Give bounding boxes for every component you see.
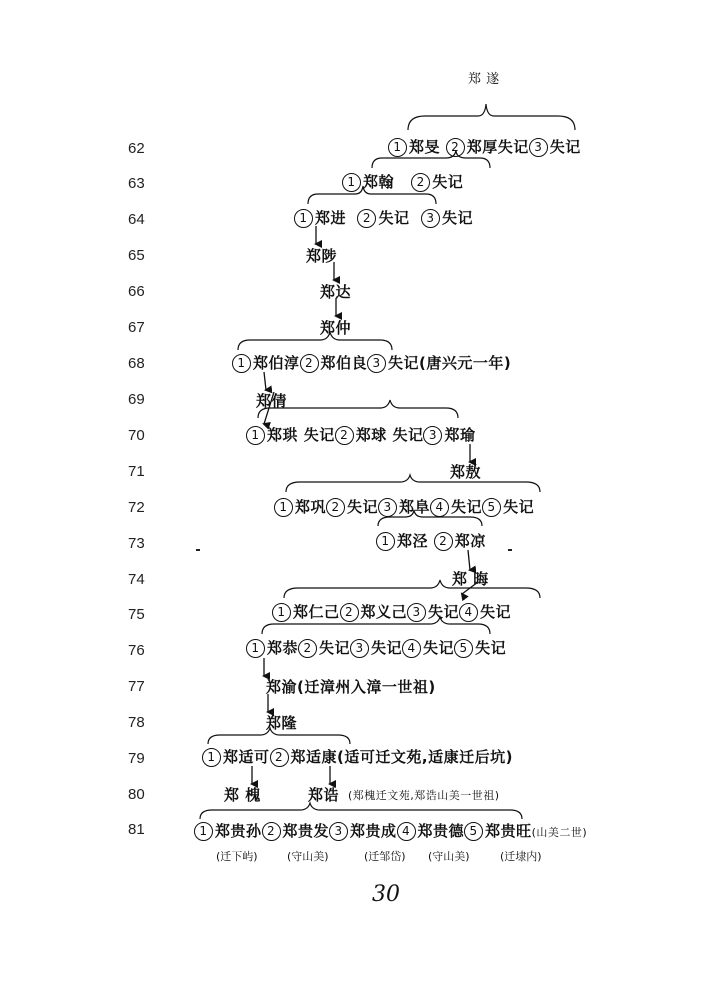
person-name: 郑恭 — [267, 639, 299, 657]
circled-number: 4 — [459, 603, 478, 622]
circled-number: 3 — [367, 354, 386, 373]
person-name: 失记 — [441, 209, 473, 227]
circled-number: 2 — [326, 498, 345, 517]
circled-number: 1 — [388, 138, 407, 157]
place-note: (迁下屿) — [216, 850, 258, 863]
person-name: 失记 — [503, 498, 535, 516]
row-71: 郑敖 — [450, 463, 482, 481]
row-80-b: 郑诰 — [308, 786, 340, 804]
person-name: 郑贵成 — [350, 822, 397, 840]
circled-number: 1 — [272, 603, 291, 622]
circled-number: 1 — [274, 498, 293, 517]
scan-speck — [196, 549, 200, 551]
person-name: 郑贵旺 — [485, 822, 532, 840]
generation-number: 62 — [128, 140, 145, 157]
row-80-a: 郑 槐 — [224, 786, 261, 804]
row-81-note: (山美二世) — [531, 826, 588, 839]
generation-number: 76 — [128, 642, 145, 659]
circled-number: 1 — [202, 748, 221, 767]
generation-number: 67 — [128, 319, 145, 336]
person-name: 郑翰 — [363, 173, 395, 191]
person-name: 郑瑜 — [444, 426, 476, 444]
brace-81 — [200, 803, 522, 819]
row-77: 郑渝(迁漳州入漳一世祖) — [266, 678, 436, 696]
generation-number: 63 — [128, 175, 145, 192]
circled-number: 5 — [482, 498, 501, 517]
circled-number: 1 — [376, 532, 395, 551]
person-name: 失记(唐兴元一年) — [388, 354, 512, 372]
circled-number: 5 — [454, 639, 473, 658]
person-name: 郑凉 — [454, 532, 486, 550]
row-80-note: (郑槐迁文苑,郑诰山美一世祖) — [348, 789, 500, 802]
person-name: 失记 — [371, 639, 403, 657]
person-name: 失记 — [423, 639, 455, 657]
person-name: 郑仁己 — [293, 603, 340, 621]
circled-number: 1 — [246, 426, 265, 445]
brace-75 — [284, 580, 540, 598]
place-note: (守山美) — [428, 850, 470, 863]
generation-number: 68 — [128, 355, 145, 372]
generation-number: 80 — [128, 786, 145, 803]
row-67: 郑仲 — [320, 319, 352, 337]
person-name: 郑伯淳 — [253, 354, 300, 372]
row-76 — [246, 637, 506, 658]
place-note: (守山美) — [287, 850, 329, 863]
row-75 — [272, 601, 511, 622]
person-name: 失记 — [428, 603, 460, 621]
person-name: 郑巩 — [295, 498, 327, 516]
circled-number: 2 — [270, 748, 289, 767]
generation-number: 73 — [128, 535, 145, 552]
circled-number: 1 — [194, 822, 213, 841]
person-name: 郑阜 — [399, 498, 431, 516]
person-name: 郑进 — [315, 209, 347, 227]
brace-62 — [408, 104, 575, 130]
page-number: 30 — [372, 882, 400, 907]
brace-70 — [258, 400, 458, 418]
row-81 — [194, 820, 587, 841]
person-name: 郑珙 失记 — [267, 426, 335, 444]
circled-number: 2 — [300, 354, 319, 373]
circled-number: 2 — [357, 209, 376, 228]
circled-number: 3 — [529, 138, 548, 157]
row-69: 郑倩 — [256, 392, 288, 410]
person-name: 失记 — [480, 603, 512, 621]
person-name: 郑适可 — [223, 748, 270, 766]
place-note: (迁邹岱) — [364, 850, 406, 863]
circled-number: 1 — [294, 209, 313, 228]
circled-number: 3 — [423, 426, 442, 445]
person-name: 郑厚失记 — [466, 138, 529, 156]
circled-number: 3 — [350, 639, 369, 658]
brace-72 — [286, 475, 540, 492]
generation-number: 74 — [128, 571, 145, 588]
person-name: 失记 — [432, 173, 464, 191]
person-name: 郑贵孙 — [215, 822, 262, 840]
circled-number: 3 — [329, 822, 348, 841]
person-name: 失记 — [319, 639, 351, 657]
generation-number: 81 — [128, 821, 145, 838]
scan-speck — [508, 549, 512, 551]
row-64 — [294, 207, 473, 228]
circled-number: 2 — [434, 532, 453, 551]
circled-number: 1 — [342, 173, 361, 192]
circled-number: 3 — [378, 498, 397, 517]
generation-number: 72 — [128, 499, 145, 516]
generation-number: 69 — [128, 391, 145, 408]
circled-number: 3 — [421, 209, 440, 228]
person-name: 失记 — [475, 639, 507, 657]
top-ancestor: 郑 遂 — [468, 72, 500, 87]
person-name: 郑贵德 — [417, 822, 465, 840]
generation-number: 70 — [128, 427, 145, 444]
brace-68 — [238, 332, 392, 350]
person-name: 郑贵发 — [282, 822, 330, 840]
row-78: 郑隆 — [266, 714, 298, 732]
person-name: 郑球 失记 — [355, 426, 424, 444]
person-name: 郑泾 — [397, 532, 429, 550]
circled-number: 1 — [246, 639, 265, 658]
row-73 — [376, 530, 486, 551]
row-74: 郑 晦 — [452, 570, 489, 588]
generation-number: 78 — [128, 714, 145, 731]
person-name: 失记 — [378, 209, 410, 227]
row-68 — [232, 352, 511, 373]
circled-number: 4 — [402, 639, 421, 658]
circled-number: 2 — [262, 822, 281, 841]
generation-number: 64 — [128, 211, 145, 228]
row-70 — [246, 424, 475, 445]
circled-number: 5 — [464, 822, 483, 841]
person-name: 郑伯良 — [320, 354, 368, 372]
generation-number: 75 — [128, 606, 145, 623]
circled-number: 4 — [430, 498, 449, 517]
generation-number: 66 — [128, 283, 145, 300]
place-note: (迁埭内) — [500, 850, 542, 863]
circled-number: 1 — [232, 354, 251, 373]
person-name: 失记 — [549, 138, 581, 156]
person-name: 失记 — [451, 498, 483, 516]
generation-number: 71 — [128, 463, 145, 480]
person-name: 郑义己 — [360, 603, 408, 621]
row-65: 郑陟 — [306, 247, 338, 265]
person-name: 失记 — [347, 498, 379, 516]
arrow-73-74 — [468, 550, 470, 570]
circled-number: 2 — [446, 138, 465, 157]
circled-number: 4 — [397, 822, 416, 841]
circled-number: 2 — [411, 173, 430, 192]
generation-number: 65 — [128, 247, 145, 264]
person-name: 郑适康(适可迁文苑,适康迁后坑) — [290, 748, 513, 766]
circled-number: 3 — [407, 603, 426, 622]
row-66: 郑达 — [320, 283, 352, 301]
circled-number: 2 — [340, 603, 359, 622]
circled-number: 2 — [335, 426, 354, 445]
generation-number: 79 — [128, 750, 145, 767]
row-62 — [388, 136, 581, 157]
row-79 — [202, 746, 513, 767]
generation-number: 77 — [128, 678, 145, 695]
arrow-68-69 — [264, 372, 266, 390]
row-63 — [342, 171, 463, 192]
person-name: 郑旻 — [409, 138, 441, 156]
circled-number: 2 — [298, 639, 317, 658]
row-72 — [274, 496, 534, 517]
